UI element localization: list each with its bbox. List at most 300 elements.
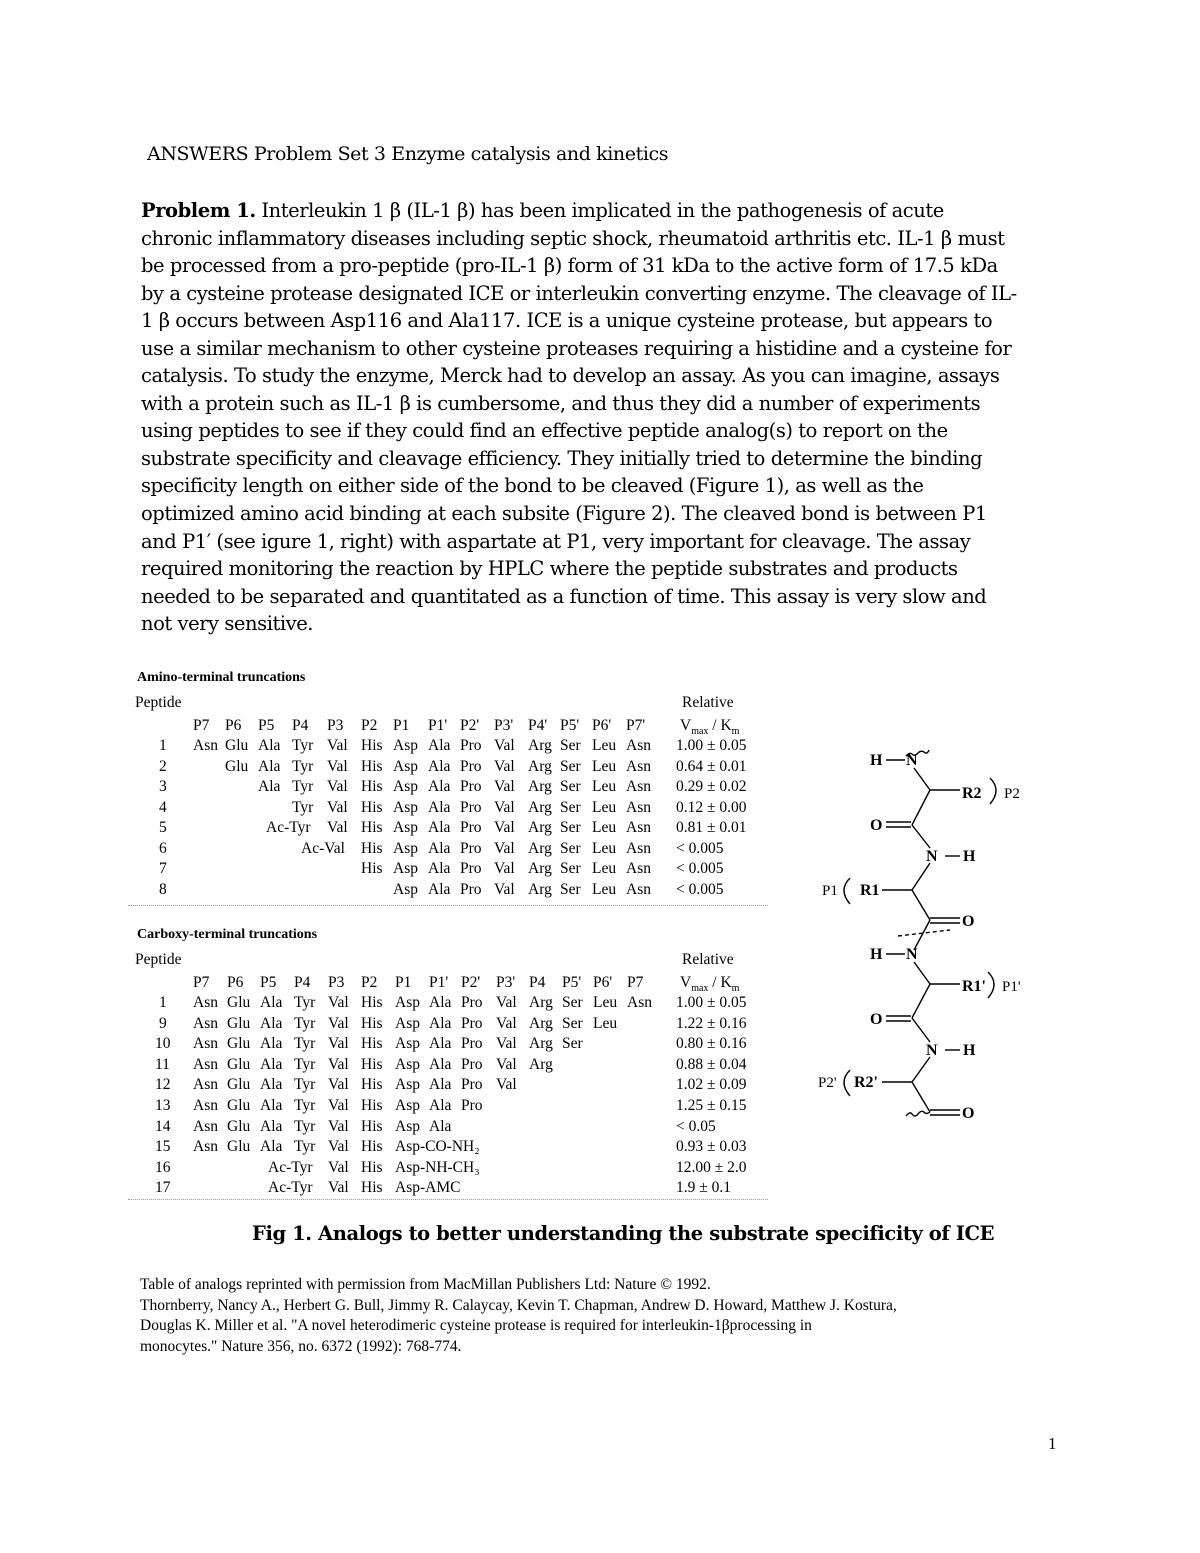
- o-atom-2: O: [962, 913, 975, 930]
- residue-cell: Asn: [193, 1014, 218, 1032]
- residue-cell: Ser: [560, 839, 581, 857]
- residue-cell: Ser: [560, 880, 581, 898]
- residue-cell: His: [361, 1035, 383, 1053]
- residue-cell: Ala: [429, 1055, 452, 1073]
- document-title: ANSWERS Problem Set 3 Enzyme catalysis and kinetics: [147, 143, 669, 165]
- problem-line: by a cysteine protease designated ICE or interleukin converting enzyme. The cleavage of IL-: [141, 281, 1017, 305]
- residue-cell: Asp: [393, 880, 418, 898]
- position-header-cell: P1': [429, 974, 449, 991]
- problem-line: and P1′ (see igure 1, right) with aspartate at P1, very important for cleavage. The assay: [141, 529, 971, 553]
- residue-cell: Ala: [260, 1035, 283, 1053]
- r2-label: R2: [962, 785, 982, 802]
- residue-cell: Glu: [227, 1055, 251, 1073]
- residue-cell: Pro: [460, 860, 482, 877]
- relative-activity-value: < 0.005: [676, 839, 724, 857]
- residue-cell: His: [361, 1179, 383, 1197]
- residue-cell: Ala: [429, 1076, 452, 1094]
- residue-cell: Ala: [260, 1138, 283, 1156]
- problem-label: Problem 1.: [141, 199, 256, 222]
- p2-label: P2: [1004, 786, 1020, 802]
- peptide-id: 1: [159, 737, 167, 754]
- table-separator: [128, 905, 768, 906]
- residue-cell: Val: [494, 860, 515, 877]
- residue-cell: Tyr: [294, 1035, 316, 1053]
- amino-kinetics-label: $V_{max} / K_m$: [680, 717, 740, 738]
- amino-relative-label: Relative: [682, 694, 734, 711]
- problem-line: optimized amino acid binding at each subsite (Figure 2). The cleaved bond is between P1: [141, 502, 987, 526]
- h-atom-3: H: [870, 946, 883, 963]
- peptide-id: 2: [159, 757, 167, 775]
- residue-cell: Ac-Tyr: [266, 819, 311, 836]
- residue-cell: Val: [494, 880, 515, 898]
- residue-cell: Arg: [528, 778, 552, 795]
- residue-cell: Ser: [560, 757, 581, 775]
- residue-cell: Ser: [562, 994, 583, 1011]
- table-bottom-separator: [128, 1199, 768, 1200]
- residue-cell: Leu: [592, 798, 617, 816]
- problem-line: with a protein such as IL-1 β is cumbersome, and thus they did a number of experiments: [141, 391, 981, 415]
- residue-cell: Leu: [592, 839, 617, 857]
- h-atom-2: H: [963, 848, 976, 865]
- residue-cell: Glu: [227, 1076, 251, 1094]
- residue-cell: Val: [496, 1055, 517, 1073]
- residue-cell: Ser: [560, 778, 581, 795]
- residue-cell: Ala: [428, 737, 451, 754]
- residue-cell: Ala: [428, 757, 451, 775]
- problem-line: substrate specificity and cleavage efficiency. They initially tried to determine the binding: [141, 446, 983, 470]
- position-header-cell: P6: [225, 717, 242, 734]
- peptide-id: 4: [159, 798, 167, 816]
- residue-cell: Val: [494, 839, 515, 857]
- residue-cell: His: [361, 839, 383, 857]
- residue-cell: His: [361, 1138, 383, 1156]
- residue-cell: Arg: [529, 1014, 553, 1032]
- residue-cell: His: [361, 1117, 383, 1135]
- position-header-cell: P2: [361, 974, 378, 991]
- residue-cell: Asp: [393, 798, 418, 816]
- o-atom-4: O: [962, 1105, 975, 1122]
- residue-cell: Pro: [460, 778, 482, 795]
- residue-cell: Val: [328, 1097, 349, 1114]
- residue-cell: Val: [328, 1158, 349, 1176]
- residue-cell: Val: [496, 1014, 517, 1032]
- position-header-cell: P4': [528, 717, 548, 734]
- problem-line: be processed from a pro-peptide (pro-IL-1 β) form of 31 kDa to the active form of 17.5 kDa: [141, 254, 998, 278]
- peptide-id: 3: [159, 778, 167, 795]
- position-header-cell: P3': [496, 974, 516, 991]
- wavy-bond-bottom: [906, 1111, 930, 1116]
- residue-cell: Val: [328, 1179, 349, 1197]
- residue-cell: Pro: [460, 737, 482, 754]
- residue-cell: Leu: [592, 860, 617, 877]
- relative-activity-value: 1.25 ± 0.15: [676, 1097, 747, 1114]
- residue-cell: Ac-Tyr: [268, 1179, 313, 1197]
- residue-cell: Leu: [593, 994, 618, 1011]
- residue-cell: Arg: [529, 994, 553, 1011]
- position-header-cell: P1: [395, 974, 412, 991]
- residue-cell: His: [361, 1097, 383, 1114]
- residue-cell: Glu: [227, 1138, 251, 1156]
- peptide-id: 16: [155, 1158, 171, 1176]
- residue-cell: Asp: [395, 994, 420, 1011]
- position-header-cell: P3: [328, 974, 345, 991]
- residue-cell: His: [361, 778, 383, 795]
- relative-activity-value: < 0.05: [676, 1117, 716, 1135]
- residue-cell: Glu: [225, 757, 249, 775]
- residue-cell: Val: [496, 994, 517, 1011]
- residue-cell: Arg: [528, 839, 552, 857]
- carboxy-kinetics-label: $V_{max} / K_m$: [680, 974, 740, 995]
- residue-cell: Leu: [592, 757, 617, 775]
- residue-cell: Tyr: [294, 994, 316, 1011]
- residue-cell: Leu: [592, 737, 617, 754]
- residue-cell: Ser: [560, 860, 581, 877]
- residue-cell: Asn: [626, 860, 651, 877]
- residue-cell: His: [361, 737, 383, 754]
- residue-cell: Val: [328, 1055, 349, 1073]
- amino-peptide-label: Peptide: [135, 694, 182, 711]
- residue-cell: Glu: [227, 994, 251, 1011]
- problem-line: not very sensitive.: [141, 612, 314, 636]
- residue-cell: Val: [328, 994, 349, 1011]
- residue-cell: Ala: [260, 1117, 283, 1135]
- carboxy-table-heading: Carboxy-terminal truncations: [137, 927, 318, 942]
- position-header-cell: P4: [294, 974, 311, 991]
- residue-cell: Ala: [260, 994, 283, 1011]
- residue-cell: Asp-AMC: [395, 1179, 461, 1197]
- peptide-id: 5: [159, 819, 167, 836]
- residue-cell: Pro: [460, 819, 482, 836]
- residue-cell: Pro: [460, 839, 482, 857]
- residue-cell: Arg: [528, 757, 552, 775]
- position-header-cell: P6': [593, 974, 613, 991]
- relative-activity-value: 0.64 ± 0.01: [676, 757, 747, 775]
- residue-cell: Tyr: [292, 757, 314, 775]
- n-atom-4: N: [926, 1042, 938, 1059]
- o-atom-3: O: [870, 1011, 883, 1028]
- residue-cell: Pro: [461, 1097, 483, 1114]
- residue-cell: Asp: [393, 778, 418, 795]
- residue-cell: Ala: [258, 757, 281, 775]
- residue-cell: Val: [327, 798, 348, 816]
- residue-cell: Ala: [428, 778, 451, 795]
- residue-cell: Tyr: [294, 1097, 316, 1114]
- residue-cell: Pro: [461, 1055, 483, 1073]
- residue-cell: Asp: [395, 1014, 420, 1032]
- residue-cell: Glu: [227, 1097, 251, 1114]
- amino-table-heading: Amino-terminal truncations: [137, 670, 306, 685]
- relative-activity-value: 1.00 ± 0.05: [676, 994, 747, 1011]
- peptide-id: 8: [159, 880, 167, 898]
- problem-line: needed to be separated and quantitated as a function of time. This assay is very slow and: [141, 584, 987, 608]
- residue-cell: Asn: [626, 798, 651, 816]
- peptide-id: 6: [159, 839, 167, 857]
- peptide-id: 7: [159, 860, 167, 877]
- residue-cell: Asp: [393, 839, 418, 857]
- residue-cell: His: [361, 1055, 383, 1073]
- residue-cell: Glu: [227, 1117, 251, 1135]
- relative-activity-value: 1.9 ± 0.1: [676, 1179, 732, 1197]
- page-number: 1: [1048, 1434, 1057, 1453]
- residue-cell: Ac-Tyr: [268, 1158, 313, 1176]
- residue-cell: Val: [494, 737, 515, 754]
- residue-cell: His: [361, 1014, 383, 1032]
- residue-cell: Ala: [258, 737, 281, 754]
- n-atom-2: N: [926, 848, 938, 865]
- residue-cell: Asp: [395, 1117, 420, 1135]
- position-header-cell: P3': [494, 717, 514, 734]
- residue-cell: Ala: [428, 860, 451, 877]
- residue-cell: Val: [328, 1076, 349, 1094]
- residue-cell: Leu: [592, 778, 617, 795]
- residue-cell: Ala: [429, 1035, 452, 1053]
- problem-line: using peptides to see if they could find an effective peptide analog(s) to report on the: [141, 419, 948, 443]
- residue-cell: Glu: [225, 737, 249, 754]
- residue-cell: Val: [328, 1117, 349, 1135]
- residue-cell: Glu: [227, 1014, 251, 1032]
- residue-cell: Asn: [626, 757, 651, 775]
- residue-cell: Asn: [193, 737, 218, 754]
- relative-activity-value: 0.29 ± 0.02: [676, 778, 747, 795]
- residue-cell: Tyr: [294, 1117, 316, 1135]
- position-header-cell: P6': [592, 717, 612, 734]
- residue-cell: Asn: [193, 994, 218, 1011]
- residue-cell: Asp-CO-NH₂: [395, 1138, 480, 1156]
- residue-cell: Pro: [460, 757, 482, 775]
- figure-caption: Fig 1. Analogs to better understanding the substrate specificity of ICE: [252, 1222, 995, 1245]
- r2-prime-label: R2': [854, 1074, 878, 1091]
- position-header-cell: P5: [258, 717, 275, 734]
- n-atom-3: N: [906, 946, 918, 963]
- relative-activity-value: 0.88 ± 0.04: [676, 1055, 747, 1073]
- residue-cell: Ala: [429, 994, 452, 1011]
- h-atom-4: H: [963, 1042, 976, 1059]
- residue-cell: Val: [494, 757, 515, 775]
- p1-label: P1: [822, 883, 838, 899]
- position-header-cell: P7': [626, 717, 646, 734]
- position-header-cell: P7: [193, 717, 210, 734]
- residue-cell: Val: [328, 1035, 349, 1053]
- relative-activity-value: 0.80 ± 0.16: [676, 1035, 747, 1053]
- peptide-id: 13: [155, 1097, 171, 1114]
- peptide-id: 17: [155, 1179, 171, 1197]
- problem-line: chronic inflammatory diseases including septic shock, rheumatoid arthritis etc. IL-1 β must: [141, 226, 1005, 250]
- residue-cell: Pro: [461, 994, 483, 1011]
- residue-cell: Val: [327, 757, 348, 775]
- residue-cell: Tyr: [294, 1055, 316, 1073]
- p2-prime-label: P2': [818, 1075, 837, 1091]
- position-header-cell: P5': [560, 717, 580, 734]
- residue-cell: Arg: [529, 1055, 553, 1073]
- carboxy-peptide-label: Peptide: [135, 951, 182, 968]
- position-header-cell: P1': [428, 717, 448, 734]
- peptide-backbone-diagram: [810, 720, 1040, 1160]
- relative-activity-value: < 0.005: [676, 880, 724, 898]
- residue-cell: Asp: [393, 819, 418, 836]
- residue-cell: Tyr: [294, 1138, 316, 1156]
- position-header-cell: P4: [529, 974, 546, 991]
- position-header-cell: P7: [627, 974, 644, 991]
- residue-cell: Asp: [395, 1076, 420, 1094]
- residue-cell: His: [361, 819, 383, 836]
- residue-cell: Pro: [461, 1076, 483, 1094]
- residue-cell: Arg: [529, 1035, 553, 1053]
- residue-cell: Val: [494, 778, 515, 795]
- residue-cell: Asn: [626, 737, 651, 754]
- residue-cell: Pro: [461, 1014, 483, 1032]
- residue-cell: Ala: [429, 1117, 452, 1135]
- residue-cell: Ser: [560, 737, 581, 754]
- position-header-cell: P5: [260, 974, 277, 991]
- peptide-id: 15: [155, 1138, 171, 1156]
- n-atom-1: N: [906, 752, 918, 769]
- residue-cell: Ala: [260, 1055, 283, 1073]
- residue-cell: Asp: [393, 737, 418, 754]
- residue-cell: Tyr: [294, 1076, 316, 1094]
- residue-cell: Ala: [428, 819, 451, 836]
- residue-cell: Ala: [260, 1097, 283, 1114]
- p1-prime-label: P1': [1002, 979, 1021, 995]
- residue-cell: Asn: [193, 1117, 218, 1135]
- residue-cell: Pro: [460, 798, 482, 816]
- residue-cell: Asp: [395, 1035, 420, 1053]
- residue-cell: Arg: [528, 737, 552, 754]
- relative-activity-value: 1.02 ± 0.09: [676, 1076, 747, 1094]
- residue-cell: Tyr: [292, 798, 314, 816]
- residue-cell: Asn: [627, 994, 652, 1011]
- residue-cell: His: [361, 757, 383, 775]
- peptide-id: 14: [155, 1117, 171, 1135]
- residue-cell: Ser: [560, 798, 581, 816]
- citation-line-2: Thornberry, Nancy A., Herbert G. Bull, Jimmy R. Calaycay, Kevin T. Chapman, Andrew D. Howard, Matthew J. Kostura,: [140, 1296, 897, 1314]
- residue-cell: Arg: [528, 880, 552, 898]
- h-atom-1: H: [870, 752, 883, 769]
- citation-block: [140, 1275, 897, 1357]
- residue-cell: Asn: [193, 1055, 218, 1073]
- citation-line-3: Douglas K. Miller et al. "A novel heterodimeric cysteine protease is required for interleukin-1βprocessing in: [140, 1317, 812, 1334]
- relative-activity-value: 12.00 ± 2.0: [676, 1158, 747, 1176]
- r1-label: R1: [860, 882, 880, 899]
- residue-cell: Ser: [560, 819, 581, 836]
- residue-cell: Pro: [460, 880, 482, 898]
- peptide-id: 11: [155, 1055, 170, 1073]
- peptide-id: 1: [159, 994, 167, 1011]
- position-header-cell: P5': [562, 974, 582, 991]
- residue-cell: Ala: [429, 1014, 452, 1032]
- problem-line: specificity length on either side of the bond to be cleaved (Figure 1), as well as the: [141, 474, 924, 498]
- residue-cell: Val: [328, 1138, 349, 1156]
- residue-cell: His: [361, 1158, 383, 1176]
- residue-cell: Asn: [626, 819, 651, 836]
- position-header-cell: P2: [361, 717, 378, 734]
- residue-cell: Ala: [260, 1076, 283, 1094]
- residue-cell: Arg: [528, 798, 552, 816]
- residue-cell: Ala: [428, 839, 451, 857]
- residue-cell: Val: [328, 1014, 349, 1032]
- residue-cell: Ala: [429, 1097, 452, 1114]
- position-header-cell: P4: [292, 717, 309, 734]
- residue-cell: Leu: [593, 1014, 618, 1032]
- relative-activity-value: 0.81 ± 0.01: [676, 819, 747, 836]
- position-header-cell: P6: [227, 974, 244, 991]
- residue-cell: His: [361, 994, 383, 1011]
- residue-cell: Asp: [395, 1055, 420, 1073]
- residue-cell: Val: [494, 819, 515, 836]
- residue-cell: Val: [494, 798, 515, 816]
- problem-line: 1 β occurs between Asp116 and Ala117. ICE is a unique cysteine protease, but appears to: [141, 309, 993, 333]
- residue-cell: Val: [496, 1035, 517, 1053]
- residue-cell: Leu: [592, 880, 617, 898]
- residue-cell: Val: [327, 737, 348, 754]
- peptide-id: 9: [159, 1014, 167, 1032]
- problem-line: use a similar mechanism to other cysteine proteases requiring a histidine and a cysteine for: [141, 336, 1012, 360]
- relative-activity-value: 0.12 ± 0.00: [676, 798, 747, 816]
- residue-cell: His: [361, 1076, 383, 1094]
- residue-cell: Asp: [395, 1097, 420, 1114]
- residue-cell: His: [361, 860, 383, 877]
- residue-cell: Asn: [193, 1097, 218, 1114]
- residue-cell: Ser: [562, 1014, 583, 1032]
- residue-cell: Asn: [626, 839, 651, 857]
- residue-cell: Val: [327, 819, 348, 836]
- residue-cell: Asp-NH-CH₃: [395, 1158, 480, 1176]
- residue-cell: Ala: [258, 778, 281, 795]
- carboxy-relative-label: Relative: [682, 951, 734, 968]
- r1-prime-label: R1': [962, 978, 986, 995]
- residue-cell: Asn: [193, 1076, 218, 1094]
- position-header-cell: P7: [193, 974, 210, 991]
- residue-cell: Ala: [428, 798, 451, 816]
- residue-cell: Tyr: [292, 737, 314, 754]
- residue-cell: Asn: [193, 1035, 218, 1053]
- citation-line-4: monocytes." Nature 356, no. 6372 (1992): 768-774.: [140, 1337, 462, 1355]
- residue-cell: Leu: [592, 819, 617, 836]
- problem-line: catalysis. To study the enzyme, Merck had to develop an assay. As you can imagine, assays: [141, 364, 1000, 388]
- residue-cell: Ala: [260, 1014, 283, 1032]
- position-header-cell: P2': [461, 974, 481, 991]
- problem-line: Problem 1. Interleukin 1 β (IL-1 β) has been implicated in the pathogenesis of acute: [141, 199, 944, 222]
- peptide-id: 12: [155, 1076, 171, 1094]
- residue-cell: Asp: [393, 757, 418, 775]
- citation-line-1: Table of analogs reprinted with permission from MacMillan Publishers Ltd: Nature © 1992.: [140, 1276, 711, 1293]
- residue-cell: Asp: [393, 860, 418, 877]
- relative-activity-value: < 0.005: [676, 860, 724, 877]
- residue-cell: Asn: [193, 1138, 218, 1156]
- residue-cell: Pro: [461, 1035, 483, 1053]
- relative-activity-value: 1.22 ± 0.16: [676, 1014, 747, 1032]
- residue-cell: His: [361, 798, 383, 816]
- position-header-cell: P3: [327, 717, 344, 734]
- position-header-cell: P2': [460, 717, 480, 734]
- residue-cell: Asn: [626, 880, 651, 898]
- residue-cell: Tyr: [294, 1014, 316, 1032]
- residue-cell: Tyr: [292, 778, 314, 795]
- residue-cell: Arg: [528, 860, 552, 877]
- problem-1-text: [141, 197, 1071, 638]
- residue-cell: Glu: [227, 1035, 251, 1053]
- residue-cell: Val: [496, 1076, 517, 1094]
- peptide-id: 10: [155, 1035, 171, 1053]
- residue-cell: Ala: [428, 880, 451, 898]
- position-header-cell: P1: [393, 717, 410, 734]
- residue-cell: Val: [327, 778, 348, 795]
- relative-activity-value: 1.00 ± 0.05: [676, 737, 747, 754]
- residue-cell: Ac-Val: [301, 839, 345, 857]
- relative-activity-value: 0.93 ± 0.03: [676, 1138, 747, 1156]
- residue-cell: Ser: [562, 1035, 583, 1053]
- o-atom-1: O: [870, 817, 883, 834]
- problem-line: required monitoring the reaction by HPLC where the peptide substrates and products: [141, 557, 958, 581]
